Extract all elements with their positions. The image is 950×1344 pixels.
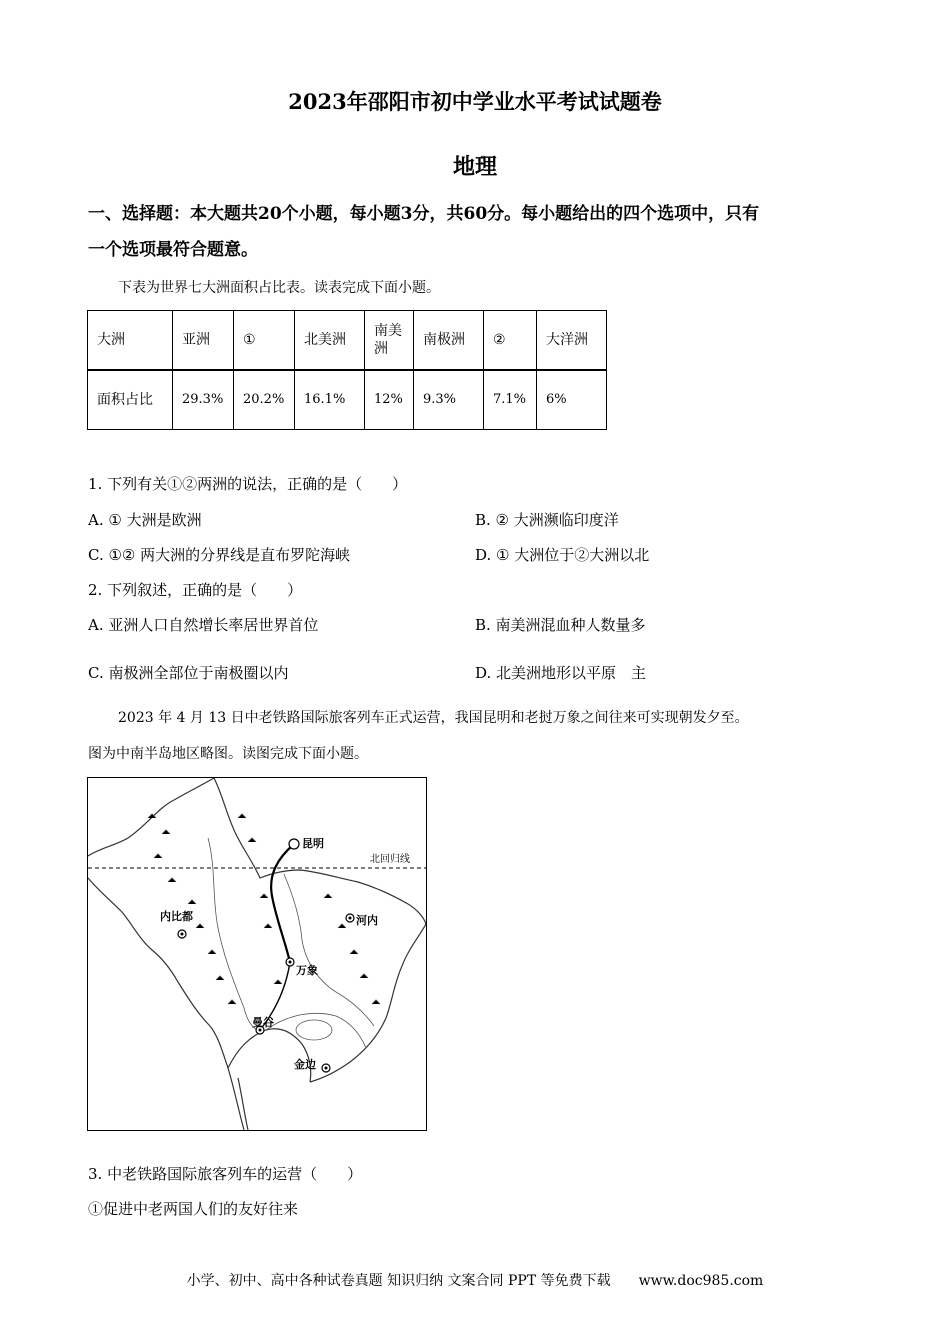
page-footer: 小学、初中、高中各种试卷真题 知识归纳 文案合同 PPT 等免费下载 www.doc985.com [186, 1273, 764, 1289]
q1-option-c: C. ①② 两大洲的分界线是直布罗陀海峡 [88, 546, 351, 564]
q2-option-b: B. 南美洲混血种人数量多 [475, 616, 646, 634]
q2-option-c: C. 南极洲全部位于南极圈以内 [88, 664, 289, 682]
table-header-cell: 大洲 [88, 311, 173, 371]
q1-option-d: D. ① 大洲位于②大洲以北 [475, 546, 650, 564]
map-intro-line2: 图为中南半岛地区略图。读图完成下面小题。 [88, 746, 368, 762]
q2-option-a: A. 亚洲人口自然增长率居世界首位 [88, 616, 319, 634]
map-intro [88, 700, 868, 772]
map-label-vientiane: 万象 [296, 964, 318, 977]
map-label-phnompenh: 金边 [294, 1058, 316, 1071]
q2-stem: 2. 下列叙述，正确的是（ ） [88, 581, 303, 599]
table-cell: 16.1% [295, 370, 365, 430]
section-heading [88, 196, 868, 268]
q1-stem: 1. 下列有关①②两洲的说法，正确的是（ ） [88, 475, 408, 493]
q1-option-a: A. ① 大洲是欧洲 [88, 511, 202, 529]
table-header-cell: 北美洲 [295, 311, 365, 371]
q3-stem: 3. 中老铁路国际旅客列车的运营（ ） [88, 1165, 363, 1183]
q3-item-1: ①促进中老两国人们的友好往来 [88, 1200, 299, 1218]
map-intro-line1: 2023 年 4 月 13 日中老铁路国际旅客列车正式运营，我国昆明和老挝万象之间往来可实现朝发夕至。 [118, 710, 749, 726]
table-cell: 29.3% [173, 370, 234, 430]
table-header-cell: 南极洲 [414, 311, 484, 371]
table-cell: 6% [537, 370, 607, 430]
table-cell: 20.2% [234, 370, 295, 430]
section-heading-line2: 一个选项最符合题意。 [88, 240, 258, 260]
map-label-bangkok: 曼谷 [252, 1016, 274, 1029]
map-label-naypyidaw: 内比都 [160, 910, 193, 923]
table-header-cell: 南美洲 [365, 311, 414, 371]
table-header-cell: 大洋洲 [537, 311, 607, 371]
table-cell: 9.3% [414, 370, 484, 430]
table-cell: 12% [365, 370, 414, 430]
table-header-cell: ② [484, 311, 537, 371]
table-row-label: 面积占比 [88, 370, 173, 430]
q2-option-d: D. 北美洲地形以平原 主 [475, 664, 647, 682]
map-label-kunming: 昆明 [302, 837, 324, 850]
subject-title: 地理 [452, 154, 497, 180]
q1-option-b: B. ② 大洲濒临印度洋 [475, 511, 619, 529]
indochina-map-drawing [88, 778, 426, 1130]
table-header-row [88, 311, 607, 371]
table-intro: 下表为世界七大洲面积占比表。读表完成下面小题。 [118, 280, 440, 296]
exam-title: 2023年邵阳市初中学业水平考试试题卷 [288, 89, 662, 114]
continent-area-table [87, 310, 607, 430]
map-label-tropic: 北回归线 [370, 854, 410, 865]
indochina-map [87, 777, 427, 1131]
table-row [88, 370, 607, 430]
table-cell: 7.1% [484, 370, 537, 430]
table-header-cell: ① [234, 311, 295, 371]
table-header-cell: 亚洲 [173, 311, 234, 371]
map-label-hanoi: 河内 [356, 914, 378, 927]
section-heading-line1: 一、选择题：本大题共20个小题，每小题3分，共60分。每小题给出的四个选项中，只有 [88, 204, 760, 224]
